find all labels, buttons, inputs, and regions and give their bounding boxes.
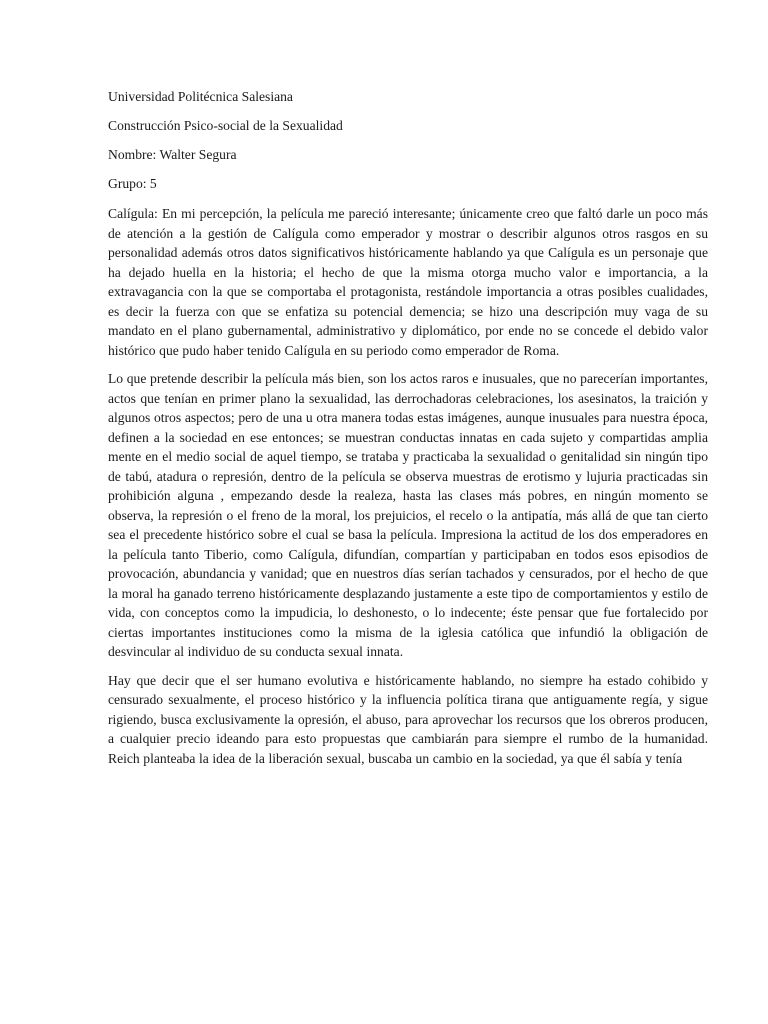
paragraph-human-evolution: Hay que decir que el ser humano evolutiva e históricamente hablando, no siempre ha estado cohibido y censurado sexualmente, el proceso histórico y la influencia política tirana que antiguamente regía, y sigue rigiendo, busca exclusivamente la opresión, el abuso, para aprovechar los recursos que los obreros producen, a cualquier precio ideando para esto propuestas que cambiarán para siempre el rumbo de la humanidad. Reich planteaba la idea de la liberación sexual, buscaba un cambio en la sociedad, ya que él sabía y tenía xyxy=(108,672,708,766)
university-line: Universidad Politécnica Salesiana xyxy=(108,89,293,104)
course-line: Construcción Psico-social de la Sexualidad xyxy=(108,118,343,133)
paragraph-caligula-review: Calígula: En mi percepción, la película me pareció interesante; únicamente creo que faltó darle un poco más de atención a la gestión de Calígula como emperador y mostrar o describir algunos otros rasgos en su personalidad además otros datos significativos históricamente hablando ya que Calígula es un personaje que ha dejado huella en la historia; el hecho de que la misma otorga mucho valor e importancia, a la extravagancia con la que se comportaba el protagonista, restándole importancia a otras posibles cualidades, es decir la fuerza con que se enfatiza su potencial demencia; se hizo una descripción muy vaga de su mandato en el plano gubernamental, administrativo y diplomático, por ende no se concede el debido valor histórico que pudo haber tenido Calígula en su periodo como emperador de Roma. xyxy=(108,206,708,358)
paragraph-film-description: Lo que pretende describir la película más bien, son los actos raros e inusuales, que no parecerían importantes, actos que tenían en primer plano la sexualidad, las derrochadoras celebraciones, los asesinatos, la traición y algunos otros aspectos; pero de una u otra manera todas estas imágenes, aunque inusuales para nuestra época, definen a la sociedad en ese entonces; se muestran conductas innatas en cada sujeto y compartidas amplia mente en el medio social de aquel tiempo, se trataba y practicaba la sexualidad o genitalidad sin ningún tipo de tabú, atadura o represión, dentro de la película se observa muestras de erotismo y lujuria practicadas sin prohibición alguna , empezando desde la realeza, hasta las clases más pobres, en ningún momento se observa, la represión o el freno de la moral, los prejuicios, el recelo o la antipatía, más allá de que tan cierto sea el precedente histórico sobre el cual se basa la película. Impresiona la actitud de los dos emperadores en la película tanto Tiberio, como Calígula, difundían, compartían y participaban en todos esos episodios de provocación, abundancia y vanidad; que en nuestros días serían tachados y censurados, por el hecho de que la moral ha ganado terreno históricamente desplazando justamente a este tipo de comportamientos y estilo de vida, con conceptos como la impudicia, lo deshonesto, o lo indecente; éste pensar que fue fortalecido por ciertas importantes instituciones como la misma de la iglesia católica que infundió la obligación de desvincular al individuo de su conducta sexual innata. xyxy=(108,371,708,659)
group-line: Grupo: 5 xyxy=(108,176,157,191)
student-name-line: Nombre: Walter Segura xyxy=(108,147,237,162)
